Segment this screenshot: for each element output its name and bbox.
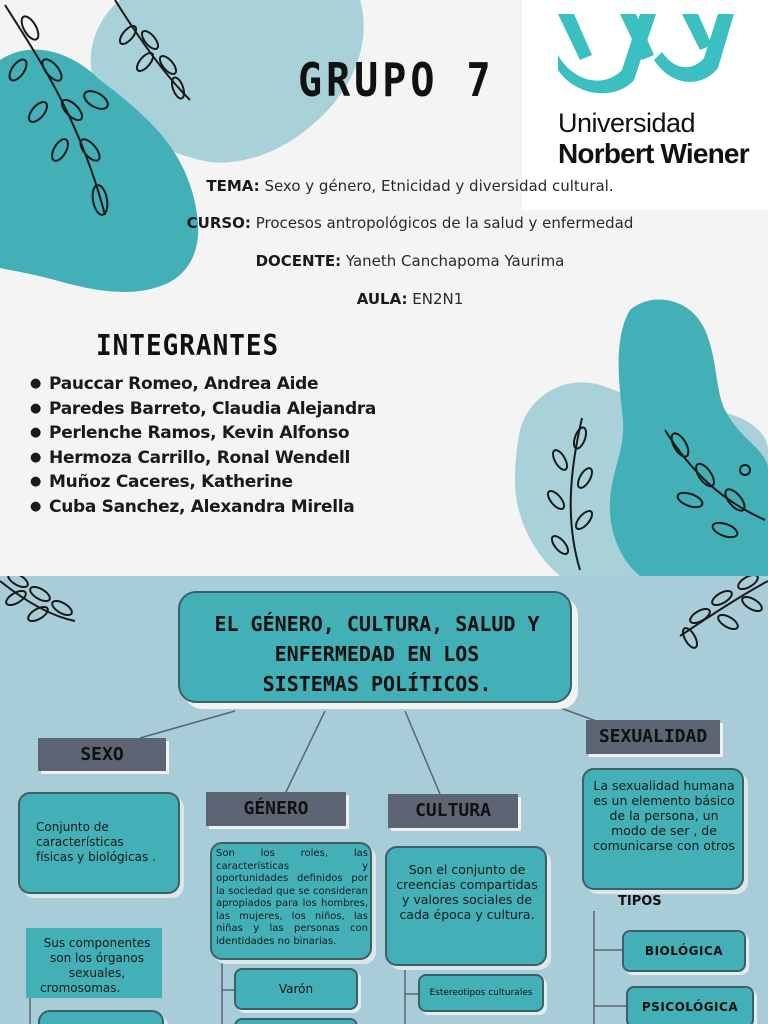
tipos-label: TIPOS	[618, 894, 662, 909]
main-topic-title	[180, 609, 574, 699]
cultura-label: CULTURA	[388, 794, 518, 828]
info-value: EN2N1	[412, 290, 464, 308]
sexualidad-label: SEXUALIDAD	[586, 720, 720, 754]
member-item: ● Cuba Sanchez, Alexandra Mirella	[30, 497, 376, 522]
info-value: Sexo y género, Etnicidad y diversidad cultural.	[264, 177, 614, 195]
sexo-definition-box	[18, 792, 180, 894]
cultura-definition-box	[385, 846, 547, 966]
info-value: Yaneth Canchapoma Yaurima	[345, 252, 565, 270]
cultura-definition: Son el conjunto de creencias compartidas y valores sociales de cada época y cultura.	[396, 862, 538, 922]
genero-item-next	[234, 1018, 358, 1024]
integrantes-title: INTEGRANTES	[96, 329, 280, 363]
page-title: GRUPO 7	[298, 54, 495, 108]
tipo-biologica: BIOLÓGICA	[622, 930, 746, 972]
logo-text-universidad: Universidad	[558, 108, 696, 138]
info-label: TEMA:	[206, 177, 260, 195]
info-label: AULA:	[356, 290, 408, 308]
info-docente	[26, 252, 768, 270]
sexo-child-box	[38, 1010, 164, 1024]
member-item: ● Hermoza Carrillo, Ronal Wendell	[30, 448, 376, 473]
sexo-label: SEXO	[38, 738, 166, 771]
info-curso	[26, 214, 768, 232]
concept-map-section	[0, 576, 768, 1024]
main-title-line: EL GÉNERO, CULTURA, SALUD Y	[214, 612, 540, 636]
info-label: CURSO:	[186, 214, 251, 232]
sexualidad-definition: La sexualidad humana es un elemento básico de la persona, un modo de ser , de comunicarse con otros	[593, 778, 735, 853]
sexualidad-definition-box	[582, 768, 744, 890]
logo-text-norbert-wiener: Norbert Wiener	[558, 138, 749, 169]
main-title-line: SISTEMAS POLÍTICOS.	[262, 672, 492, 696]
main-title-line: ENFERMEDAD EN LOS	[274, 642, 480, 666]
genero-definition-box	[210, 842, 372, 960]
info-aula	[26, 290, 768, 308]
sexo-components: Sus componentes son los órganos sexuales, cromosomas.	[40, 936, 151, 995]
member-item: ● Muñoz Caceres, Katherine	[30, 472, 376, 497]
members-list	[30, 374, 376, 522]
sexo-definition: Conjunto de características físicas y biológicas .	[36, 820, 156, 864]
cultura-item-estereotipos: Estereotipos culturales	[418, 974, 544, 1012]
info-label: DOCENTE:	[255, 252, 342, 270]
main-topic-box	[178, 591, 572, 703]
info-value: Procesos antropológicos de la salud y enfermedad	[255, 214, 634, 232]
genero-definition: Son los roles, las características y oportunidades definidos por la sociedad que se consideran apropiados para los hombres, las mujeres, los niños, las niñas y las personas con identidades no binarias.	[216, 848, 368, 947]
sexo-components-box	[26, 928, 162, 998]
member-item: ● Pauccar Romeo, Andrea Aide	[30, 374, 376, 399]
info-tema	[26, 177, 768, 195]
genero-label: GÉNERO	[206, 792, 346, 826]
member-item: ● Paredes Barreto, Claudia Alejandra	[30, 399, 376, 424]
member-item: ● Perlenche Ramos, Kevin Alfonso	[30, 423, 376, 448]
genero-item-varon: Varón	[234, 968, 358, 1010]
tipo-psicologica: PSICOLÓGICA	[626, 986, 754, 1024]
wiener-logo-icon	[522, 0, 768, 100]
